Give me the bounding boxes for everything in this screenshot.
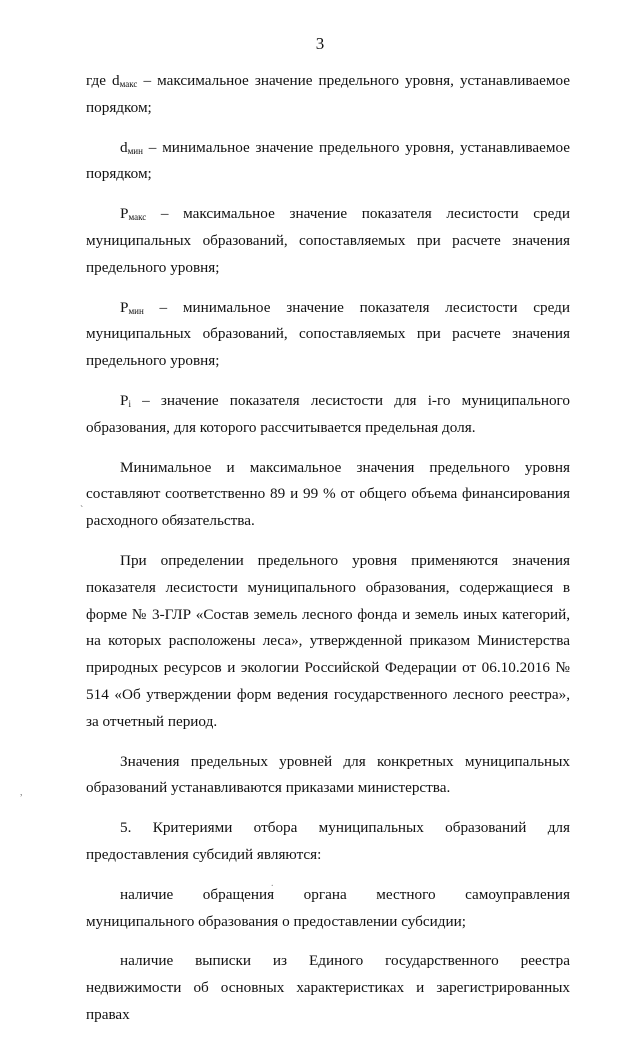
subscript-i: i	[128, 398, 131, 409]
scan-mark: .	[271, 878, 274, 889]
prefix-where: где	[86, 72, 113, 89]
paragraph-d-min	[86, 135, 570, 189]
paragraph-min-max: Минимальное и максимальное значения предельного уровня составляют соответственно 89 и 99 % от общего объема финансирования расходного обязательства.	[86, 458, 570, 530]
scan-mark: ,	[20, 787, 23, 798]
definition-d-max: – максимальное значение предельного уровня, устанавливаемое порядком;	[86, 72, 570, 116]
scan-mark: `	[80, 505, 84, 516]
paragraph-values: Значения предельных уровней для конкретных муниципальных образований устанавливаются приказами министерства.	[86, 752, 570, 797]
paragraph-appeal: наличие обращения органа местного самоуправления муниципального образования о предоставлении субсидии;	[86, 885, 570, 930]
definition-p-max: – максимальное значение показателя лесистости среди муниципальных образований, сопоставляемых при расчете значения предельного уровня;	[86, 205, 570, 276]
paragraph-criteria: 5. Критериями отбора муниципальных образований для предоставления субсидий являются:	[86, 819, 570, 863]
definition-d-min: – минимальное значение предельного уровня, устанавливаемое порядком;	[86, 138, 570, 183]
page-number: 3	[315, 34, 325, 53]
symbol-d: d	[120, 138, 128, 156]
subscript-max: макс	[128, 212, 147, 223]
subscript-min: мин	[127, 145, 143, 156]
symbol-p: P	[120, 205, 129, 223]
paragraph-determination: При определении предельного уровня применяются значения показателя лесистости муниципального образования, содержащиеся в форме № 3-ГЛР «Состав земель лесного фонда и земель иных категорий, на которых расположены леса», утвержденной приказом Министерства природных ресурсов и экологии Российской Федерации от 06.10.2016 № 514 «Об утверждении форм ведения государственного лесного реестра», за отчетный период.	[86, 551, 570, 730]
definition-p-i: – значение показателя лесистости для i-го муниципального образования, для которого рассчитывается предельная доля.	[86, 391, 570, 436]
paragraph-p-min	[86, 295, 570, 375]
symbol-p: P	[120, 298, 129, 316]
document-body	[86, 68, 570, 1042]
definition-p-min: – минимальное значение показателя лесистости среди муниципальных образований, сопоставляемых при расчете значения предельного уровня;	[86, 298, 570, 370]
paragraph-p-max	[86, 201, 570, 281]
subscript-max: макс	[119, 79, 138, 89]
paragraph-extract: наличие выписки из Единого государственного реестра недвижимости об основных характеристиках и зарегистрированных правах	[86, 952, 570, 1023]
paragraph-d-max	[86, 68, 570, 122]
subscript-min: мин	[128, 305, 144, 316]
symbol-p: P	[120, 391, 129, 409]
paragraph-p-i	[86, 388, 570, 442]
symbol-d: d	[112, 72, 120, 89]
